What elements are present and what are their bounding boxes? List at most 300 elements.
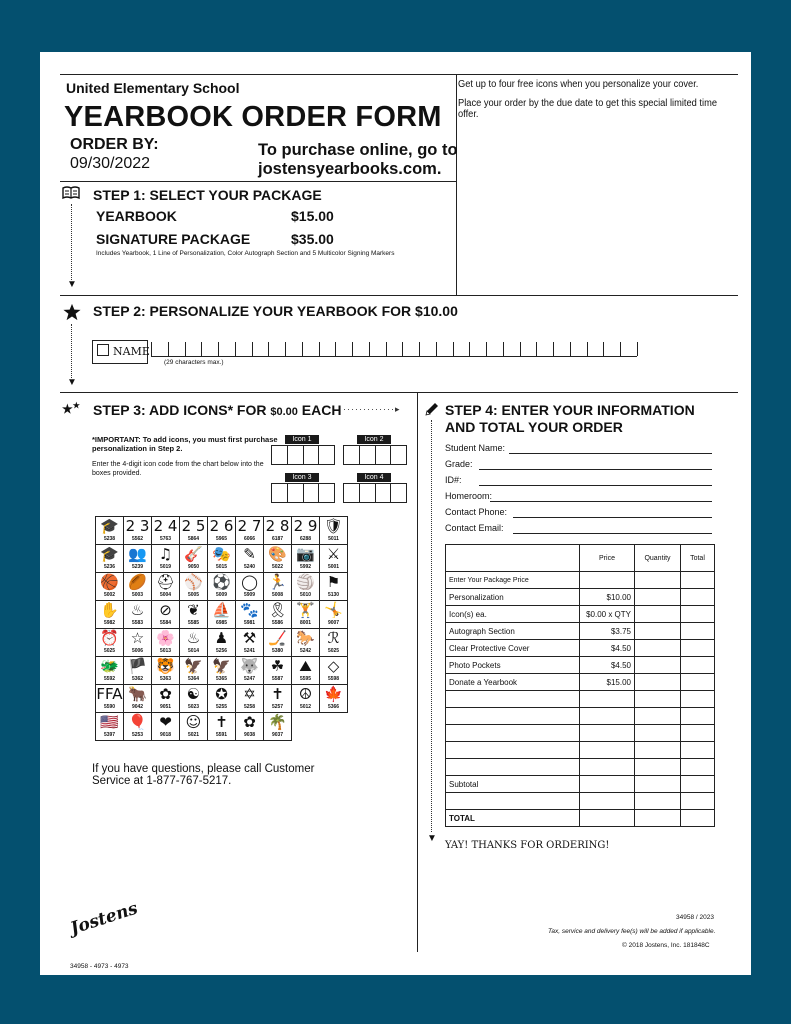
star-icon xyxy=(63,303,81,326)
step4-heading-line2: AND TOTAL YOUR ORDER xyxy=(445,419,623,435)
icon-code: 5013 xyxy=(159,648,172,654)
icon-code: 5258 xyxy=(243,704,256,710)
row-total-input[interactable] xyxy=(681,674,715,691)
row-label xyxy=(446,725,580,742)
icon-glyph: ⛑ xyxy=(155,573,176,591)
name-char-divider xyxy=(503,342,504,356)
icon1-label: Icon 1 xyxy=(285,435,319,444)
icon-cell xyxy=(180,601,208,629)
row-price: $3.75 xyxy=(580,623,635,640)
footer-code-right: 34958 / 2023 xyxy=(676,914,714,921)
icon-cell xyxy=(96,713,124,741)
empty-cell xyxy=(292,713,320,741)
online-purchase-note xyxy=(258,141,458,179)
icon-cell xyxy=(264,573,292,601)
icon-glyph: 🎨 xyxy=(268,545,287,563)
icon-cell xyxy=(292,545,320,573)
icon-code: 5025 xyxy=(103,648,116,654)
icon-glyph: FFA xyxy=(96,685,123,703)
online-line-1: To purchase online, go to xyxy=(258,141,458,159)
icon-glyph: 2 3 xyxy=(125,517,150,535)
name-char-divider xyxy=(436,342,437,356)
icon-code: 9042 xyxy=(131,704,144,710)
icon-cell xyxy=(152,713,180,741)
name-char-divider xyxy=(520,342,521,356)
table-row xyxy=(446,657,715,674)
row-label xyxy=(446,793,580,810)
icon3-label: Icon 3 xyxy=(285,473,319,482)
icon-glyph: 🎓 xyxy=(100,545,119,563)
icon-code: 5585 xyxy=(187,620,200,626)
step1-dotted-line xyxy=(71,204,72,280)
step4-dotted-line xyxy=(431,420,432,832)
row-total-input[interactable] xyxy=(681,623,715,640)
row-label: Personalization xyxy=(446,589,580,606)
row-total-input[interactable] xyxy=(681,572,715,589)
row-quantity-input[interactable] xyxy=(635,776,681,793)
row-price xyxy=(580,742,635,759)
row-quantity-input[interactable] xyxy=(635,759,681,776)
icon-glyph: 🐲 xyxy=(100,657,119,675)
name-character-boxes[interactable] xyxy=(151,342,637,357)
icon-cell xyxy=(236,601,264,629)
icon-cell xyxy=(152,629,180,657)
table-row xyxy=(446,776,715,793)
down-arrow-icon: ▼ xyxy=(427,833,437,844)
icon-glyph: 🎗 xyxy=(267,601,288,619)
row-quantity-input[interactable] xyxy=(635,572,681,589)
icon-code: 9018 xyxy=(159,732,172,738)
icon-cell xyxy=(124,517,152,545)
icon-glyph: ✿ xyxy=(243,713,256,731)
icon-cell xyxy=(124,545,152,573)
signature-package-price: $35.00 xyxy=(291,231,334,247)
icon-cell xyxy=(96,629,124,657)
row-label: Photo Pockets xyxy=(446,657,580,674)
name-label: NAME xyxy=(113,345,150,358)
field-input-line[interactable] xyxy=(513,533,712,534)
row-label xyxy=(446,708,580,725)
icon-code: 5019 xyxy=(159,564,172,570)
row-quantity-input[interactable] xyxy=(635,793,681,810)
icon-code: 5587 xyxy=(271,676,284,682)
header-bottom-rule xyxy=(60,181,456,182)
icon-glyph: 🇺🇸 xyxy=(100,713,119,731)
icon-cell xyxy=(152,601,180,629)
icon-cell xyxy=(152,657,180,685)
icon-code: 5240 xyxy=(243,564,256,570)
name-char-divider xyxy=(536,342,537,356)
icon-glyph: 2 7 xyxy=(237,517,262,535)
down-arrow-icon: ▼ xyxy=(67,377,77,388)
icon-code: 5591 xyxy=(215,732,228,738)
column-header-total: Total xyxy=(681,545,715,572)
icon-important-note: *IMPORTANT: To add icons, you must first purchase personalization in Step 2. xyxy=(92,435,278,453)
icon-code: 5397 xyxy=(103,732,116,738)
icon-glyph: ✪ xyxy=(215,685,228,703)
icon-glyph: ♟ xyxy=(214,629,229,647)
row-quantity-input[interactable] xyxy=(635,589,681,606)
icon-cell xyxy=(180,713,208,741)
field-input-line[interactable] xyxy=(513,517,712,518)
icon-code: 5366 xyxy=(327,704,340,710)
icon-glyph: ◇ xyxy=(327,657,340,675)
icon-code: 6066 xyxy=(243,536,256,542)
icon-code: 9038 xyxy=(243,732,256,738)
icon-cell xyxy=(152,517,180,545)
icon-cell xyxy=(320,545,348,573)
icon-code: 5241 xyxy=(243,648,256,654)
icon-glyph: ♨ xyxy=(130,601,145,619)
row-label: Clear Protective Cover xyxy=(446,640,580,657)
page-title: YEARBOOK ORDER FORM xyxy=(64,101,442,133)
name-checkbox[interactable] xyxy=(97,344,109,356)
row-label: Autograph Section xyxy=(446,623,580,640)
icon-code: 6985 xyxy=(215,620,228,626)
icon-code: 5242 xyxy=(299,648,312,654)
field-label: Grade: xyxy=(445,459,473,469)
down-arrow-icon: ▼ xyxy=(67,279,77,290)
icon-code: 5011 xyxy=(328,536,339,542)
icon-glyph: ⚔ xyxy=(326,545,341,563)
icon-cell xyxy=(292,517,320,545)
icon-code: 6288 xyxy=(299,536,312,542)
icon2-label: Icon 2 xyxy=(357,435,391,444)
step1-heading: STEP 1: SELECT YOUR PACKAGE xyxy=(93,187,322,203)
icon-cell xyxy=(208,517,236,545)
icon-code: 5364 xyxy=(187,676,200,682)
icon-cell xyxy=(236,517,264,545)
icon-glyph: 2 4 xyxy=(153,517,178,535)
table-row xyxy=(446,759,715,776)
field-input-line[interactable] xyxy=(479,469,712,470)
field-input-line[interactable] xyxy=(490,501,712,502)
icon-cell xyxy=(152,545,180,573)
icon-row xyxy=(96,657,348,685)
icon-row xyxy=(96,517,348,545)
icon-code: 5362 xyxy=(131,676,144,682)
name-char-divider xyxy=(402,342,403,356)
name-char-divider xyxy=(335,342,336,356)
name-char-divider xyxy=(587,342,588,356)
row-total-input[interactable] xyxy=(681,725,715,742)
field-label: Homeroom: xyxy=(445,491,493,501)
icon-code: 5562 xyxy=(131,536,144,542)
icon-glyph: 🎓 xyxy=(100,517,119,535)
icon-cell xyxy=(236,629,264,657)
row-price xyxy=(580,759,635,776)
icon-code: 9050 xyxy=(187,564,200,570)
row-price xyxy=(580,708,635,725)
row-quantity-input[interactable] xyxy=(635,623,681,640)
table-row xyxy=(446,708,715,725)
table-row xyxy=(446,810,715,827)
icon-glyph: 🎭 xyxy=(212,545,231,563)
icon-cell xyxy=(96,545,124,573)
icon-enter-note: Enter the 4-digit icon code from the chart below into the boxes provided. xyxy=(92,461,264,477)
icon-cell xyxy=(180,545,208,573)
icon-cell xyxy=(320,573,348,601)
row-label xyxy=(446,759,580,776)
row-quantity-input[interactable] xyxy=(635,810,681,827)
icon4-label: Icon 4 xyxy=(357,473,391,482)
row-quantity-input[interactable] xyxy=(635,606,681,623)
icon-cell xyxy=(292,685,320,713)
name-char-divider xyxy=(386,342,387,356)
field-input-line[interactable] xyxy=(479,485,712,486)
icon-glyph: 🏉 xyxy=(128,573,147,591)
row-total-input[interactable] xyxy=(681,640,715,657)
name-char-divider xyxy=(319,342,320,356)
icon-glyph: ♫ xyxy=(158,545,173,563)
icon-cell xyxy=(320,657,348,685)
name-char-divider xyxy=(620,342,621,356)
icon3-code-input[interactable] xyxy=(271,483,335,503)
icon-code: 5592 xyxy=(103,676,116,682)
row-price xyxy=(580,691,635,708)
icon-code: 9007 xyxy=(327,620,340,626)
icon-code: 5253 xyxy=(131,732,144,738)
row-quantity-input[interactable] xyxy=(635,742,681,759)
footer-code-left: 34958 - 4973 - 4973 xyxy=(70,963,129,970)
icon1-code-input[interactable] xyxy=(271,445,335,465)
icon-code: 5864 xyxy=(187,536,200,542)
icon-glyph: 🦅 xyxy=(212,657,231,675)
icon-code: 5012 xyxy=(299,704,312,710)
icon-code: 5256 xyxy=(215,648,228,654)
copyright: © 2018 Jostens, Inc. 181848C xyxy=(622,942,710,949)
icon-glyph: 🏒 xyxy=(268,629,287,647)
icon-glyph: 🍁 xyxy=(324,685,343,703)
icon-glyph: ⚾ xyxy=(184,573,203,591)
icon-cell xyxy=(292,573,320,601)
row-total-input[interactable] xyxy=(681,606,715,623)
jostens-logo: Jostens xyxy=(68,898,141,940)
row-quantity-input[interactable] xyxy=(635,657,681,674)
icon-code: 5586 xyxy=(271,620,284,626)
step4-heading-line1: STEP 4: ENTER YOUR INFORMATION xyxy=(445,402,695,418)
promo-line-1: Get up to four free icons when you personalize your cover. xyxy=(458,79,699,90)
row-price: $10.00 xyxy=(580,589,635,606)
order-by-label: ORDER BY: xyxy=(70,136,159,153)
icon-code: 5238 xyxy=(103,536,116,542)
icon-glyph: 🏐 xyxy=(296,573,315,591)
icon-glyph: 🦅 xyxy=(184,657,203,675)
school-name: United Elementary School xyxy=(66,80,240,96)
icon-glyph: ✎ xyxy=(243,545,256,563)
icon-glyph: 2 9 xyxy=(293,517,318,535)
row-quantity-input[interactable] xyxy=(635,640,681,657)
column-header-price: Price xyxy=(580,545,635,572)
row-total-input[interactable] xyxy=(681,691,715,708)
icon-cell xyxy=(320,685,348,713)
icon-cell xyxy=(152,685,180,713)
row-total-input[interactable] xyxy=(681,708,715,725)
table-row xyxy=(446,606,715,623)
row-price xyxy=(580,725,635,742)
row-quantity-input[interactable] xyxy=(635,674,681,691)
row-label: Subtotal xyxy=(446,776,580,793)
icon-code: 5380 xyxy=(271,648,284,654)
icon-code: 5001 xyxy=(327,564,340,570)
icon-code: 5992 xyxy=(299,564,312,570)
icon-cell xyxy=(264,545,292,573)
icon4-code-input[interactable] xyxy=(343,483,407,503)
row-label: Enter Your Package Price xyxy=(446,572,580,589)
icon-chart xyxy=(95,516,348,741)
yearbook-package-label: YEARBOOK xyxy=(96,208,177,224)
table-row xyxy=(446,742,715,759)
stars-icon: ★★ xyxy=(62,401,80,416)
top-rule xyxy=(60,74,738,75)
name-char-divider xyxy=(235,342,236,356)
row-total-input[interactable] xyxy=(681,657,715,674)
name-char-divider xyxy=(268,342,269,356)
yearbook-package-price: $15.00 xyxy=(291,208,334,224)
icon-glyph: ✝ xyxy=(215,713,228,731)
icon-cell xyxy=(236,545,264,573)
icon-glyph: ♨ xyxy=(186,629,201,647)
step2-bottom-rule xyxy=(60,392,738,393)
icon-glyph: ☮ xyxy=(298,685,313,703)
icon-glyph: 🐎 xyxy=(296,629,315,647)
name-char-divider xyxy=(453,342,454,356)
field-label: Contact Phone: xyxy=(445,507,508,517)
row-label: Donate a Yearbook xyxy=(446,674,580,691)
icon-cell xyxy=(292,657,320,685)
row-price: $4.50 xyxy=(580,640,635,657)
icon-code: 5981 xyxy=(243,620,256,626)
icon-code: 5257 xyxy=(271,704,284,710)
step2-heading: STEP 2: PERSONALIZE YOUR YEARBOOK FOR $10.00 xyxy=(93,303,458,319)
icon-code: 5255 xyxy=(215,704,228,710)
icon-cell xyxy=(96,657,124,685)
icon-cell xyxy=(236,657,264,685)
row-total-input[interactable] xyxy=(681,793,715,810)
column-header-blank xyxy=(446,545,580,572)
icon-code: 5590 xyxy=(103,704,116,710)
icon-glyph: ☯ xyxy=(186,685,201,703)
field-label: ID#: xyxy=(445,475,462,485)
name-char-divider xyxy=(302,342,303,356)
name-char-divider xyxy=(469,342,470,356)
icon-code: 5236 xyxy=(103,564,116,570)
icon-cell xyxy=(208,629,236,657)
icon-glyph: 📷 xyxy=(296,545,315,563)
icon-glyph: 2 6 xyxy=(209,517,234,535)
icon-glyph: ✿ xyxy=(159,685,172,703)
icon-cell xyxy=(208,601,236,629)
icon-code: 5010 xyxy=(299,592,312,598)
icon-cell xyxy=(96,685,124,713)
icon-glyph: 🏋 xyxy=(296,601,315,619)
icon-glyph: ⚽ xyxy=(212,573,231,591)
name-char-divider xyxy=(185,342,186,356)
icon-glyph: 🏃 xyxy=(268,573,287,591)
icon-code: 5014 xyxy=(187,648,200,654)
row-quantity-input[interactable] xyxy=(635,725,681,742)
table-row xyxy=(446,589,715,606)
icon-glyph: ⏰ xyxy=(100,629,119,647)
icon-glyph: 🤸 xyxy=(324,601,343,619)
icon-cell xyxy=(124,573,152,601)
icon-cell xyxy=(208,545,236,573)
icon-glyph: ✋ xyxy=(100,601,119,619)
icon-row xyxy=(96,713,348,741)
icon-glyph: ⚑ xyxy=(326,573,341,591)
name-char-divider xyxy=(369,342,370,356)
row-total-input[interactable] xyxy=(681,742,715,759)
tax-note: Tax, service and delivery fee(s) will be added if applicable. xyxy=(548,928,716,935)
row-total-input[interactable] xyxy=(681,589,715,606)
icon-row xyxy=(96,601,348,629)
icon-cell xyxy=(124,629,152,657)
icon-glyph: ⊘ xyxy=(159,601,172,619)
icon-glyph: 🌴 xyxy=(268,713,287,731)
icon-row xyxy=(96,685,348,713)
row-quantity-input[interactable] xyxy=(635,708,681,725)
row-quantity-input[interactable] xyxy=(635,691,681,708)
icon-cell xyxy=(96,517,124,545)
icon-cell xyxy=(292,601,320,629)
step3-heading-each: EACH xyxy=(301,402,342,418)
icon-glyph: 🛡 xyxy=(323,517,344,535)
name-char-divider xyxy=(570,342,571,356)
icon2-code-input[interactable] xyxy=(343,445,407,465)
icon-row xyxy=(96,545,348,573)
column-header-quantity: Quantity xyxy=(635,545,681,572)
icon-code: 5583 xyxy=(131,620,144,626)
book-icon xyxy=(62,186,80,205)
icon-glyph: ❤ xyxy=(159,713,172,731)
icon-code: 5015 xyxy=(215,564,228,570)
icon-glyph: ⚒ xyxy=(242,629,257,647)
icon-code: 5239 xyxy=(131,564,144,570)
row-label: Icon(s) ea. xyxy=(446,606,580,623)
icon-code: 5023 xyxy=(187,704,200,710)
icon-cell xyxy=(180,573,208,601)
online-link[interactable]: jostensyearbooks.com. xyxy=(258,160,442,178)
icon-code: 9037 xyxy=(271,732,284,738)
icon-code: 5005 xyxy=(187,592,200,598)
step3-heading xyxy=(93,402,341,418)
name-checkbox-label[interactable] xyxy=(92,340,148,364)
icon-code: 5006 xyxy=(131,648,144,654)
row-total-input[interactable] xyxy=(681,759,715,776)
icon-code: 5584 xyxy=(159,620,172,626)
icon-glyph: 🐯 xyxy=(156,657,175,675)
step3-heading-text: STEP 3: ADD ICONS* FOR xyxy=(93,402,267,418)
icon-cell xyxy=(264,517,292,545)
row-price: $15.00 xyxy=(580,674,635,691)
row-total-input[interactable] xyxy=(681,776,715,793)
icon-glyph: 🎸 xyxy=(184,545,203,563)
icon-cell xyxy=(320,629,348,657)
table-row xyxy=(446,691,715,708)
table-row xyxy=(446,572,715,589)
icon-code: 5009 xyxy=(215,592,228,598)
icon-code: 5003 xyxy=(131,592,144,598)
icon-cell xyxy=(320,517,348,545)
icon-code: 5363 xyxy=(159,676,172,682)
icon-code: 5595 xyxy=(299,676,312,682)
icon-cell xyxy=(124,601,152,629)
icon-code: 5004 xyxy=(159,592,172,598)
field-label: Student Name: xyxy=(445,443,506,453)
field-input-line[interactable] xyxy=(509,453,712,454)
icon-code: 5982 xyxy=(103,620,116,626)
row-total-input[interactable] xyxy=(681,810,715,827)
